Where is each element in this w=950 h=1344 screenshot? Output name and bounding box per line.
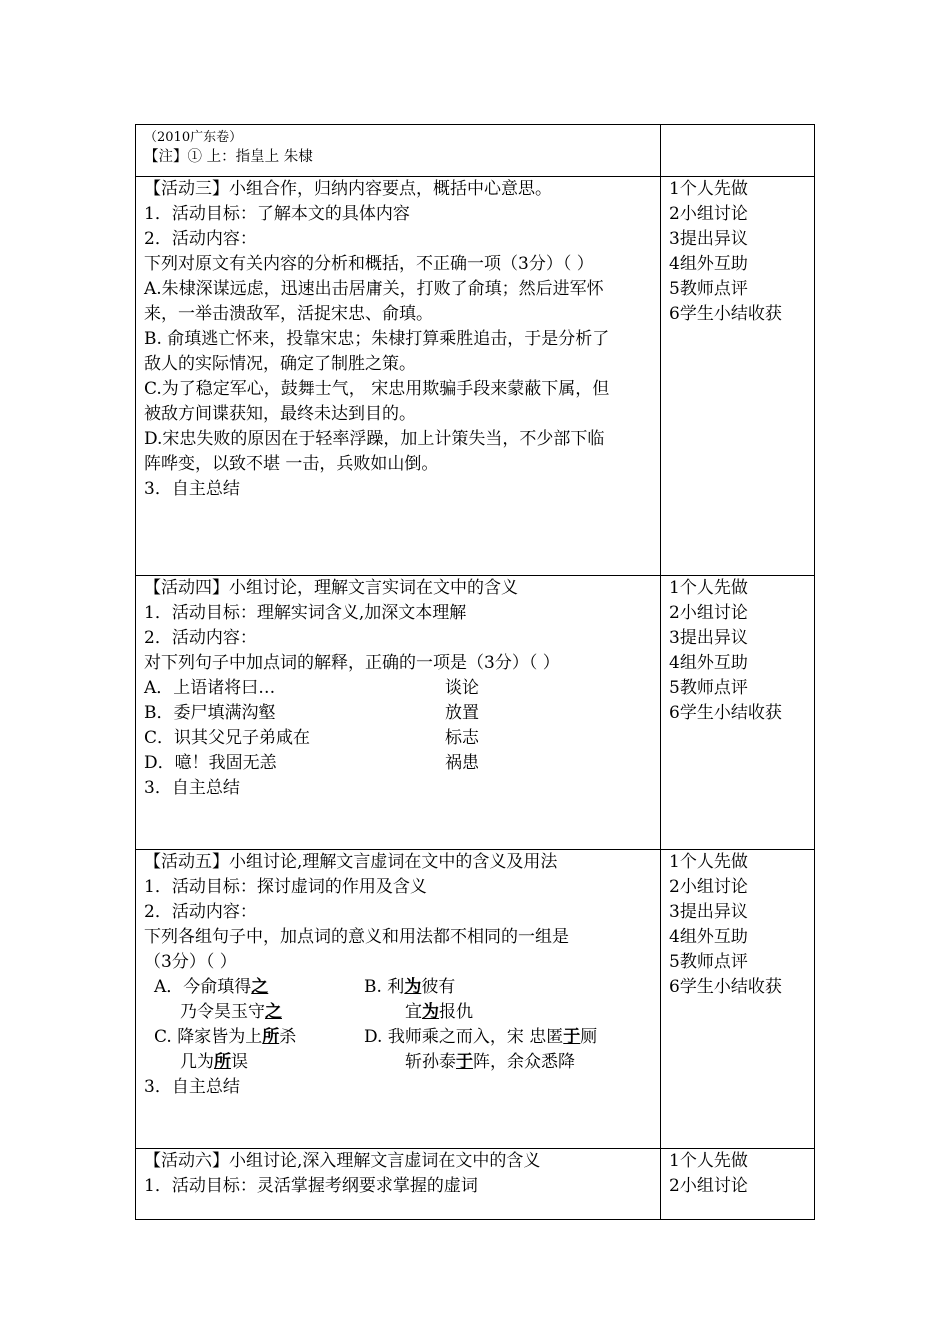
activity5-pair-cd-2 — [144, 1050, 653, 1075]
option-c-text: 杀 — [279, 1027, 297, 1047]
activity5-steps — [661, 850, 815, 1000]
source-line: （2010广东卷） — [144, 130, 243, 145]
activity6-cell — [136, 1149, 660, 1199]
note-line: 【注】① 上：指皇上 朱棣 — [144, 149, 313, 165]
activity4-summary: 3．自主总结 — [144, 778, 240, 798]
activity3-content-label: 2．活动内容： — [144, 229, 257, 249]
activity5-cell — [136, 850, 660, 1100]
dotted-word: 所 — [262, 1027, 280, 1047]
option-gloss: 祸患 — [445, 753, 479, 773]
option-gloss: 放置 — [445, 703, 479, 723]
option-d-text: 斩孙泰 — [405, 1052, 456, 1072]
activity3-option-d-cont: 阵哗变，以致不堪 一击，兵败如山倒。 — [144, 454, 439, 474]
dotted-word: 为 — [404, 977, 422, 997]
activity3-option-c-cont: 被敌方间谍获知，最终未达到目的。 — [144, 404, 416, 424]
step-item: 4组外互助 — [669, 653, 748, 673]
step-item: 6学生小结收获 — [669, 304, 782, 324]
dotted-word: 之 — [251, 977, 269, 997]
step-item: 1个人先做 — [669, 852, 748, 872]
step-item: 2小组讨论 — [669, 1176, 748, 1196]
activity4-steps — [661, 576, 815, 726]
activity5-question-cont: （3分）（ ） — [144, 952, 237, 972]
activity3-option-a-cont: 来，一举击溃敌军，活捉宋忠、俞瑱。 — [144, 304, 433, 324]
step-item: 2小组讨论 — [669, 603, 748, 623]
dotted-word: 所 — [214, 1052, 231, 1072]
option-text: C．识其父兄子弟咸在 — [144, 728, 311, 748]
option-a-text: 乃令昊玉守 — [180, 1002, 265, 1022]
option-d-sentence2 — [405, 1050, 575, 1075]
activity5-title: 【活动五】小组讨论,理解文言虚词在文中的含义及用法 — [144, 852, 558, 872]
activity3-goal: 1．活动目标：了解本文的具体内容 — [144, 204, 410, 224]
step-item: 4组外互助 — [669, 254, 748, 274]
step-item: 6学生小结收获 — [669, 703, 782, 723]
step-item: 1个人先做 — [669, 578, 748, 598]
activity5-pair-ab — [144, 975, 653, 1000]
option-b-text: 报仇 — [439, 1002, 473, 1022]
dotted-word: 于 — [456, 1052, 473, 1072]
option-gloss: 标志 — [445, 728, 479, 748]
option-c-text: C. 降家皆为上 — [154, 1027, 263, 1047]
dotted-word: 之 — [265, 1002, 282, 1022]
activity5-pair-ab-2 — [144, 1000, 653, 1025]
option-c-sentence1 — [154, 1025, 296, 1050]
activity6-goal: 1．活动目标：灵活掌握考纲要求掌握的虚词 — [144, 1176, 478, 1196]
step-item: 4组外互助 — [669, 927, 748, 947]
activity4-title: 【活动四】小组讨论，理解文言实词在文中的含义 — [144, 578, 518, 598]
option-c-text: 误 — [231, 1052, 248, 1072]
activity4-option — [144, 726, 653, 751]
option-a-sentence2 — [180, 1000, 282, 1025]
option-a-sentence1 — [154, 975, 268, 1000]
step-item: 1个人先做 — [669, 179, 748, 199]
option-b-text: 宜 — [405, 1002, 422, 1022]
step-item: 3提出异议 — [669, 628, 748, 648]
option-b-text: 彼有 — [421, 977, 456, 997]
activity4-cell — [136, 576, 660, 801]
row1-left-cell — [136, 128, 660, 167]
activity3-option-b: B. 俞瑱逃亡怀来，投靠宋忠；朱棣打算乘胜追击，于是分析了 — [144, 329, 610, 349]
option-text: B．委尸填满沟壑 — [144, 703, 276, 723]
option-b-sentence1 — [364, 975, 455, 1000]
activity4-option — [144, 751, 653, 776]
activity5-question: 下列各组句子中，加点词的意义和用法都不相同的一组是 — [144, 927, 569, 947]
step-item: 1个人先做 — [669, 1151, 748, 1171]
activity6-title: 【活动六】小组讨论,深入理解文言虚词在文中的含义 — [144, 1151, 541, 1171]
dotted-word: 于 — [563, 1027, 581, 1047]
step-item: 5教师点评 — [669, 279, 748, 299]
option-d-text: D. 我师乘之而入，宋 忠匿 — [364, 1027, 564, 1047]
activity3-cell — [136, 177, 660, 502]
option-c-sentence2 — [180, 1050, 248, 1075]
lesson-table — [135, 124, 815, 1220]
activity5-goal: 1．活动目标：探讨虚词的作用及含义 — [144, 877, 427, 897]
option-b-sentence2 — [405, 1000, 473, 1025]
option-c-text: 几为 — [180, 1052, 214, 1072]
option-b-text: B. 利 — [364, 977, 405, 997]
activity4-question: 对下列句子中加点词的解释，正确的一项是（3分）（ ） — [144, 653, 560, 673]
step-item: 3提出异议 — [669, 902, 748, 922]
activity3-summary: 3．自主总结 — [144, 479, 240, 499]
step-item: 2小组讨论 — [669, 204, 748, 224]
activity3-option-d: D.宋忠失败的原因在于轻率浮躁，加上计策失当，不少部下临 — [144, 429, 605, 449]
activity5-summary: 3．自主总结 — [144, 1077, 240, 1097]
activity3-option-c: C.为了稳定军心，鼓舞士气， 宋忠用欺骗手段来蒙蔽下属，但 — [144, 379, 610, 399]
option-text: D．噫！我固无恙 — [144, 753, 277, 773]
activity5-content-label: 2．活动内容： — [144, 902, 257, 922]
step-item: 3提出异议 — [669, 229, 748, 249]
activity3-title: 【活动三】小组合作，归纳内容要点，概括中心意思。 — [144, 179, 552, 199]
activity3-option-b-cont: 敌人的实际情况，确定了制胜之策。 — [144, 354, 416, 374]
activity6-steps — [661, 1149, 815, 1199]
activity3-option-a: A.朱棣深谋远虑，迅速出击居庸关，打败了俞瑱；然后进军怀 — [144, 279, 604, 299]
option-d-sentence1 — [364, 1025, 597, 1050]
activity4-content-label: 2．活动内容： — [144, 628, 257, 648]
activity3-steps — [661, 177, 815, 327]
step-item: 2小组讨论 — [669, 877, 748, 897]
activity5-pair-cd — [144, 1025, 653, 1050]
activity4-option — [144, 676, 653, 701]
option-gloss: 谈论 — [445, 678, 479, 698]
step-item: 6学生小结收获 — [669, 977, 782, 997]
option-a-text: A．今俞瑱得 — [154, 977, 252, 997]
option-d-text: 厕 — [580, 1027, 598, 1047]
option-d-text: 阵，余众悉降 — [473, 1052, 575, 1072]
step-item: 5教师点评 — [669, 952, 748, 972]
option-text: A．上语诸将曰… — [144, 678, 276, 698]
step-item: 5教师点评 — [669, 678, 748, 698]
dotted-word: 为 — [422, 1002, 439, 1022]
activity4-goal: 1．活动目标：理解实词含义,加深文本理解 — [144, 603, 467, 623]
activity3-question: 下列对原文有关内容的分析和概括，不正确一项（3分）（ ） — [144, 254, 594, 274]
activity4-option — [144, 701, 653, 726]
